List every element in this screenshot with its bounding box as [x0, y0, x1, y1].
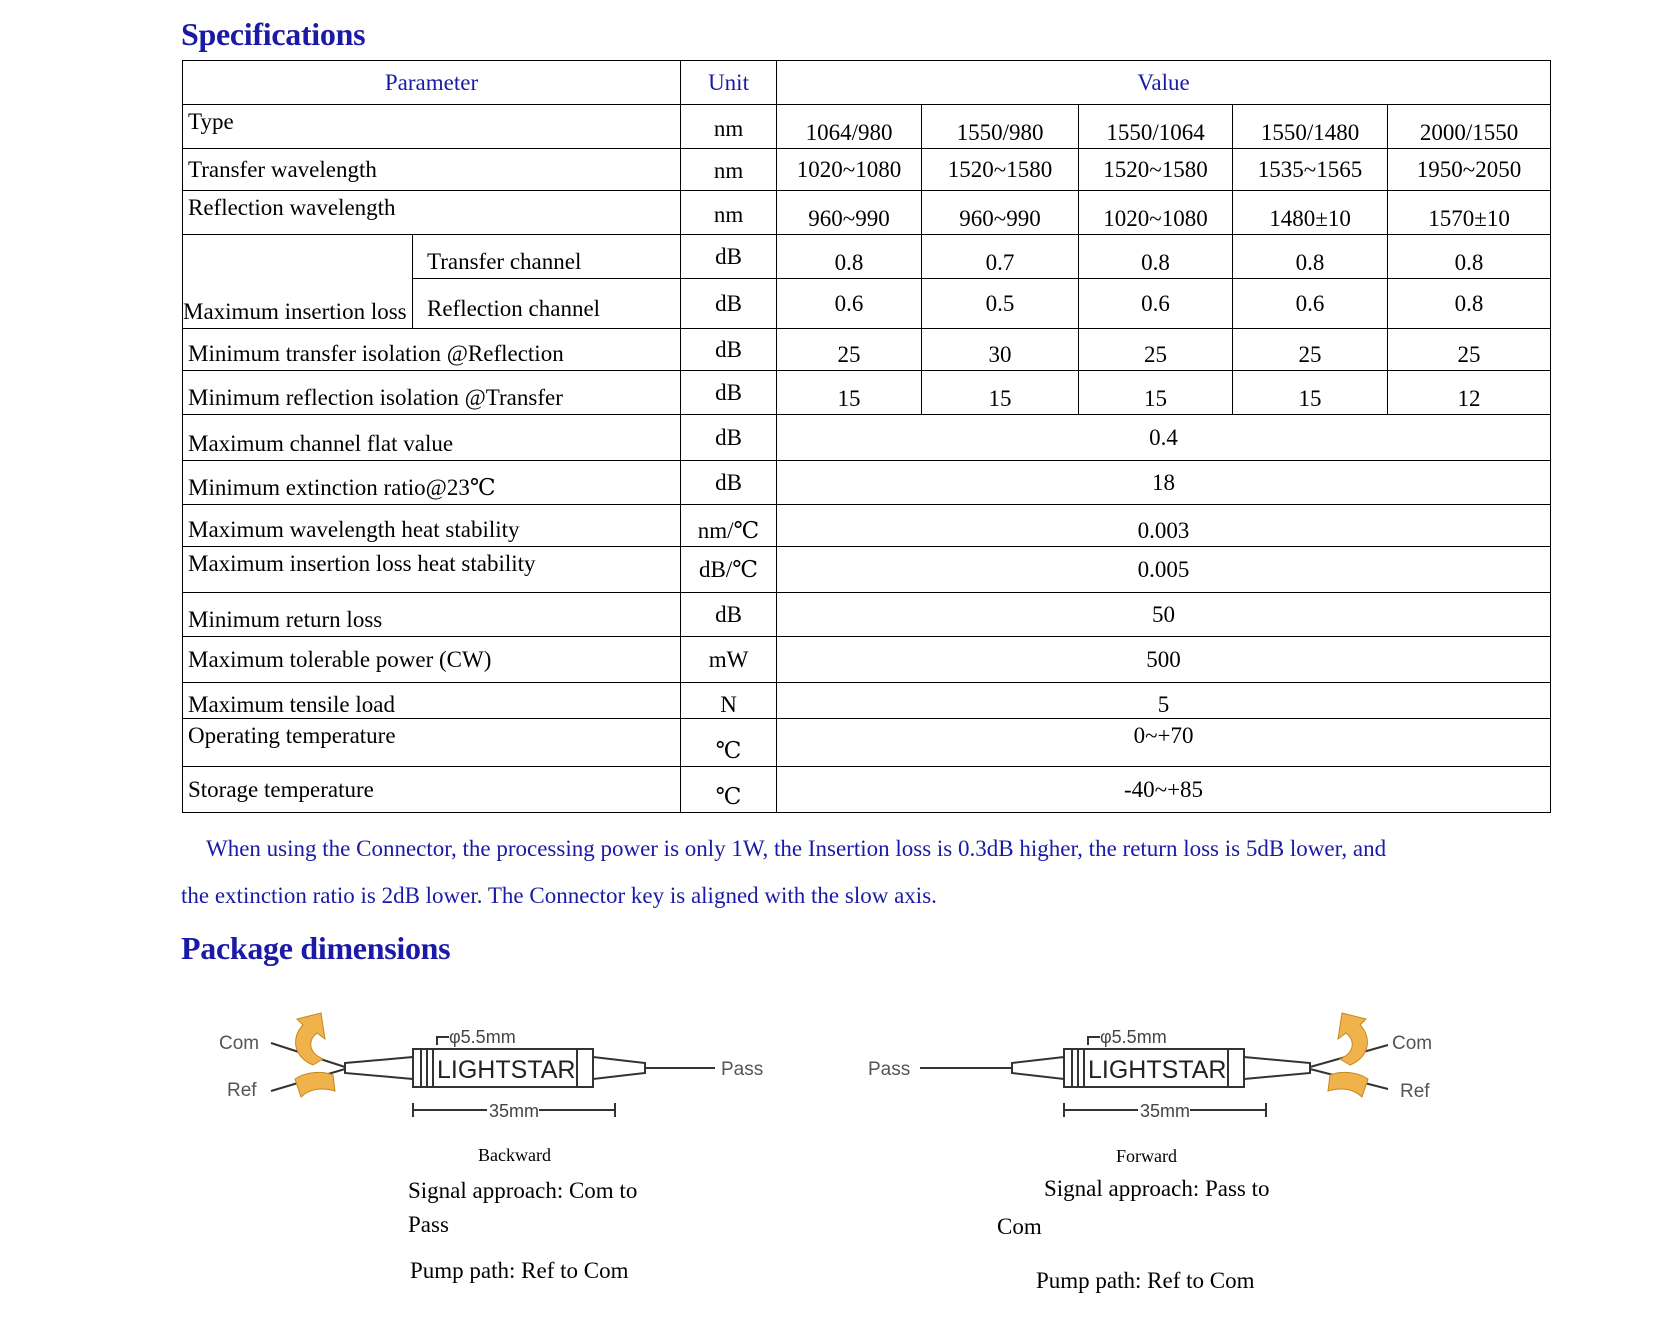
row-label: Storage temperature: [183, 767, 681, 813]
cell: 1064/980: [777, 105, 922, 149]
backward-signal-approach: Signal approach: Com to: [408, 1178, 638, 1203]
cell: 0.4: [777, 415, 1551, 461]
cell: 5: [777, 683, 1551, 719]
table-row: [183, 235, 1551, 279]
boot-left: [1012, 1057, 1064, 1079]
length-label: 35mm: [489, 1101, 540, 1121]
cell: 960~990: [922, 191, 1079, 235]
cell: 0.005: [777, 547, 1551, 593]
cell: 1535~1565: [1233, 149, 1388, 191]
table-row: [183, 767, 1551, 813]
table-row: [183, 371, 1551, 415]
row-label: Operating temperature: [183, 719, 681, 767]
row-label: Maximum tensile load: [183, 683, 681, 719]
curved-arrow-icon: [295, 1072, 335, 1097]
row-unit: dB: [681, 593, 777, 637]
package-dimensions-heading: Package dimensions: [181, 930, 451, 966]
row-unit: ℃: [681, 719, 777, 767]
row-unit: N: [681, 683, 777, 719]
table-row: [183, 105, 1551, 149]
row-unit: dB: [681, 415, 777, 461]
row-unit: ℃: [681, 767, 777, 813]
cell: 1020~1080: [777, 149, 922, 191]
specifications-table: [182, 60, 1551, 813]
pass-label: Pass: [721, 1059, 764, 1080]
cell: 25: [777, 329, 922, 371]
curved-arrow-icon: [296, 1013, 325, 1065]
row-unit: nm/℃: [681, 505, 777, 547]
row-unit: nm: [681, 191, 777, 235]
row-unit: nm: [681, 105, 777, 149]
row-label: Maximum tolerable power (CW): [183, 637, 681, 683]
table-row: [183, 415, 1551, 461]
backward-package-diagram: [205, 1005, 825, 1130]
header-value: Value: [777, 61, 1551, 105]
cell: 0.7: [922, 235, 1079, 279]
com-label: Com: [1392, 1033, 1433, 1054]
backward-signal-approach-cont: Pass: [408, 1212, 449, 1237]
cell: 15: [922, 371, 1079, 415]
forward-signal-approach: Signal approach: Pass to: [1044, 1176, 1270, 1201]
cell: 1550/1064: [1079, 105, 1233, 149]
row-label: Minimum return loss: [183, 593, 681, 637]
cell: 1520~1580: [922, 149, 1079, 191]
boot-right: [593, 1057, 645, 1079]
row-label: Maximum wavelength heat stability: [183, 505, 681, 547]
cell: 1020~1080: [1079, 191, 1233, 235]
specifications-heading: Specifications: [181, 16, 366, 52]
cell: 25: [1388, 329, 1551, 371]
sub-label: Transfer channel: [413, 235, 681, 279]
diameter-label: φ5.5mm: [1100, 1027, 1167, 1047]
cell: 0.8: [1388, 279, 1551, 329]
forward-package-diagram: [860, 1005, 1480, 1130]
cell: -40~+85: [777, 767, 1551, 813]
table-row: [183, 593, 1551, 637]
row-unit: nm: [681, 149, 777, 191]
table-header-row: [183, 61, 1551, 105]
cell: 12: [1388, 371, 1551, 415]
cell: 0.6: [777, 279, 922, 329]
cell: 0.8: [1233, 235, 1388, 279]
cell: 25: [1079, 329, 1233, 371]
table-row: [183, 149, 1551, 191]
table-row: [183, 505, 1551, 547]
table-row: [183, 637, 1551, 683]
row-label: Maximum insertion loss heat stability: [183, 547, 681, 593]
backward-caption: Backward: [478, 1145, 551, 1165]
connector-note-line-1: When using the Connector, the processing power is only 1W, the Insertion loss is 0.3dB higher, the return loss is 5dB lower, and: [206, 836, 1387, 861]
cell: 15: [777, 371, 922, 415]
ref-label: Ref: [1400, 1081, 1430, 1102]
row-label: Maximum insertion loss: [183, 235, 413, 329]
cell: 2000/1550: [1388, 105, 1551, 149]
cell: 0~+70: [777, 719, 1551, 767]
lightstar-logo: LIGHTSTAR: [1088, 1056, 1227, 1084]
table-row: [183, 547, 1551, 593]
com-label: Com: [219, 1033, 260, 1054]
cell: 0.8: [777, 235, 922, 279]
row-label: Maximum channel flat value: [183, 415, 681, 461]
row-label: Type: [183, 105, 681, 149]
forward-signal-approach-cont: Com: [997, 1214, 1042, 1239]
connector-note-line-2: the extinction ratio is 2dB lower. The Connector key is aligned with the slow axis.: [181, 883, 937, 908]
cell: 15: [1079, 371, 1233, 415]
cell: 960~990: [777, 191, 922, 235]
cell: 1550/980: [922, 105, 1079, 149]
row-label: Minimum reflection isolation @Transfer: [183, 371, 681, 415]
diameter-label: φ5.5mm: [449, 1027, 516, 1047]
table-row: [183, 719, 1551, 767]
cell: 1570±10: [1388, 191, 1551, 235]
cell: 0.6: [1233, 279, 1388, 329]
row-unit: mW: [681, 637, 777, 683]
curved-arrow-icon: [1328, 1072, 1368, 1097]
row-unit: dB: [681, 279, 777, 329]
cell: 1480±10: [1233, 191, 1388, 235]
cell: 30: [922, 329, 1079, 371]
cell: 0.003: [777, 505, 1551, 547]
boot-left: [345, 1057, 413, 1079]
backward-pump-path: Pump path: Ref to Com: [410, 1258, 629, 1283]
header-unit: Unit: [681, 61, 777, 105]
table-row: [183, 683, 1551, 719]
pass-label: Pass: [868, 1059, 911, 1080]
cell: 500: [777, 637, 1551, 683]
cell: 0.8: [1388, 235, 1551, 279]
cell: 0.5: [922, 279, 1079, 329]
sub-label: Reflection channel: [413, 279, 681, 329]
row-label: Reflection wavelength: [183, 191, 681, 235]
row-unit: dB: [681, 371, 777, 415]
cell: 50: [777, 593, 1551, 637]
cell: 0.8: [1079, 235, 1233, 279]
row-unit: dB: [681, 235, 777, 279]
boot-right: [1244, 1057, 1310, 1079]
row-label: Transfer wavelength: [183, 149, 681, 191]
row-unit: dB: [681, 329, 777, 371]
cell: 1520~1580: [1079, 149, 1233, 191]
forward-pump-path: Pump path: Ref to Com: [1036, 1268, 1255, 1293]
forward-caption: Forward: [1116, 1146, 1177, 1166]
cell: 18: [777, 461, 1551, 505]
table-row: [183, 329, 1551, 371]
row-label: Minimum extinction ratio@23℃: [183, 461, 681, 505]
header-parameter: Parameter: [183, 61, 681, 105]
ref-label: Ref: [227, 1080, 257, 1101]
cell: 1950~2050: [1388, 149, 1551, 191]
cell: 25: [1233, 329, 1388, 371]
lightstar-logo: LIGHTSTAR: [437, 1056, 576, 1084]
table-row: [183, 461, 1551, 505]
length-label: 35mm: [1140, 1101, 1191, 1121]
row-unit: dB: [681, 461, 777, 505]
cell: 1550/1480: [1233, 105, 1388, 149]
cell: 15: [1233, 371, 1388, 415]
table-row: [183, 191, 1551, 235]
row-unit: dB/℃: [681, 547, 777, 593]
cell: 0.6: [1079, 279, 1233, 329]
row-label: Minimum transfer isolation @Reflection: [183, 329, 681, 371]
